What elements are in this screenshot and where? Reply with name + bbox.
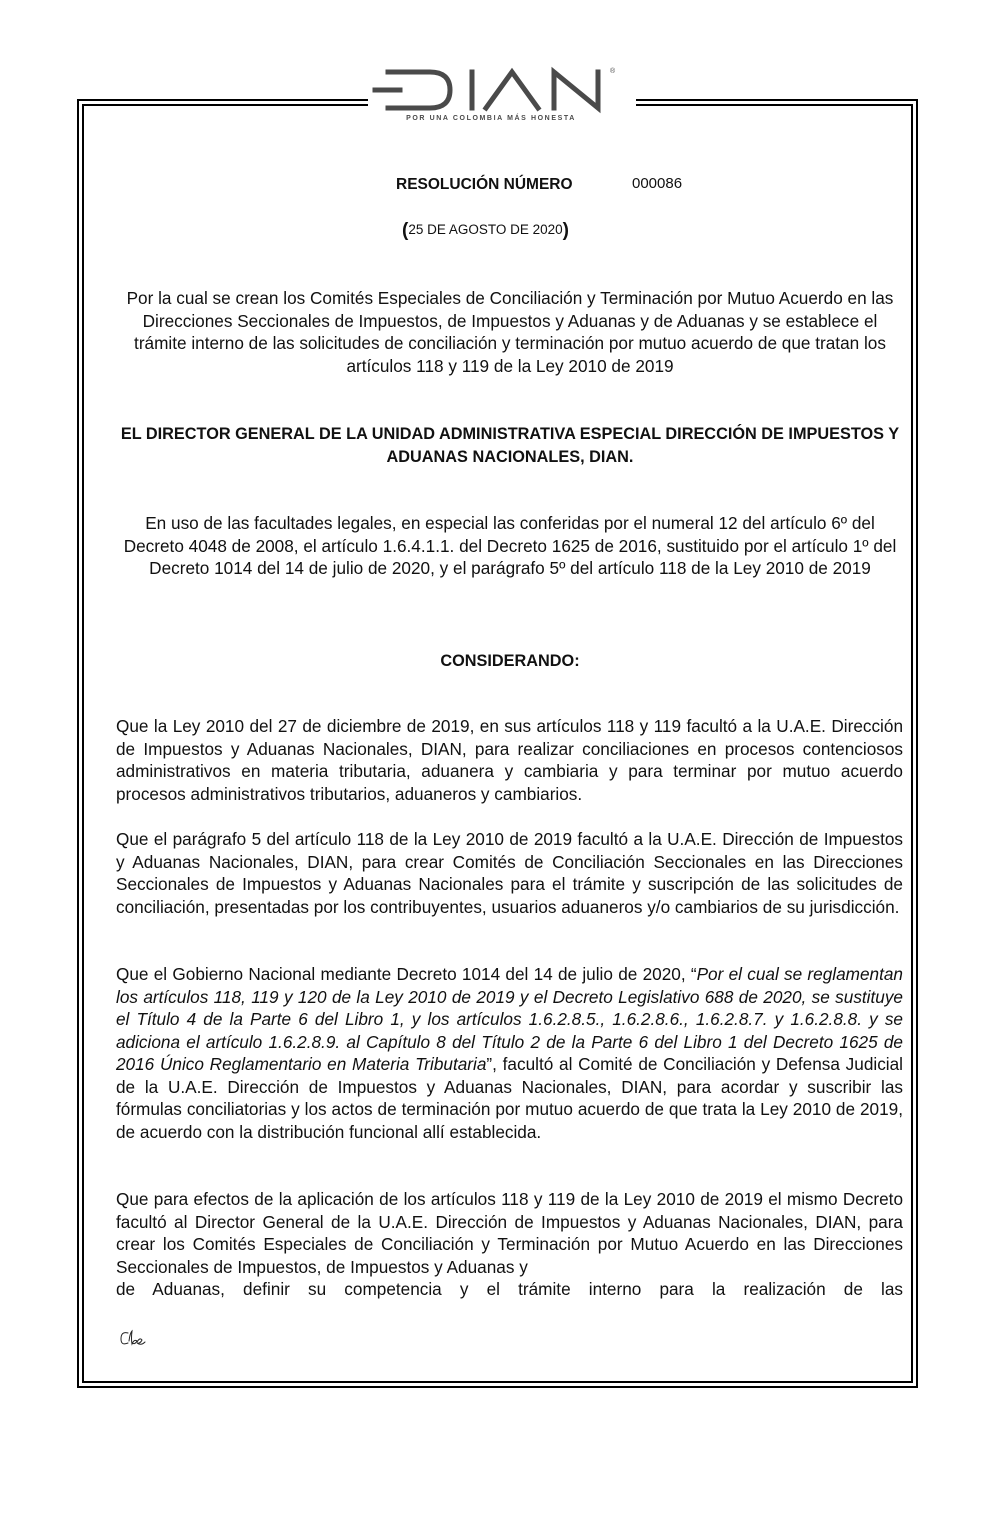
considerando-paragraph-4 <box>116 1188 903 1301</box>
considerando-paragraph-3 <box>116 963 903 1143</box>
dian-wordmark <box>372 64 612 114</box>
paragraph-4-last-line: de Aduanas, definir su competencia y el trámite interno para la realización de las <box>116 1279 903 1299</box>
considerando-paragraph-2: Que el parágrafo 5 del artículo 118 de la Ley 2010 de 2019 facultó a la U.A.E. Dirección de Impuestos y Aduanas Nacionales, DIAN, para crear Comités de Conciliación Seccionales en las Direcciones Seccionales de Impuestos y Aduanas Nacionales para el trámite y suscripción de las solicitudes de conciliación, presentadas por los contribuyentes, usuarios aduaneros y/o cambiarios de su jurisdicción. <box>116 829 903 917</box>
resolution-title: RESOLUCIÓN NÚMERO <box>396 176 573 193</box>
considerando-heading: CONSIDERANDO: <box>440 652 580 670</box>
resolution-date: 25 DE AGOSTO DE 2020 <box>408 222 563 237</box>
director-heading: EL DIRECTOR GENERAL DE LA UNIDAD ADMINISTRATIVA ESPECIAL DIRECCIÓN DE IMPUESTOS Y ADUANAS NACIONALES, DIAN. <box>120 425 900 466</box>
paragraph-4-main: Que para efectos de la aplicación de los artículos 118 y 119 de la Ley 2010 de 2019 el mismo Decreto facultó al Director General de la U.A.E. Dirección de Impuestos y Aduanas Nacionales, DIAN, para crear los Comités Especiales de Conciliación y Terminación por Mutuo Acuerdo en las Direcciones Seccionales de Impuestos, de Impuestos y Aduanas y <box>116 1189 903 1277</box>
resolution-number: 000086 <box>632 175 683 192</box>
logo-tagline: POR UNA COLOMBIA MÁS HONESTA <box>406 115 576 122</box>
resolution-date-line <box>402 220 569 242</box>
close-paren: ) <box>562 220 569 241</box>
paragraph-3-end: ”, facultó al Comité de Conciliación y Defensa Judicial de la U.A.E. Dirección de Impuestos y Aduanas Nacionales, DIAN, para acordar y suscribir las fórmulas conciliatorias y los actos de terminación por mutuo acuerdo de que trata la Ley 2010 de 2019, de acuerdo con la distribución funcional allí establecida. <box>116 1054 904 1142</box>
legal-powers-paragraph: En uso de las facultades legales, en especial las conferidas por el numeral 12 del artículo 6º del Decreto 4048 de 2008, el artículo 1.6.4.1.1. del Decreto 1625 de 2016, sustituido por el artículo 1º del Decreto 1014 del 14 de julio de 2020, y el parágrafo 5º del artículo 118 de la Ley 2010 de 2019 <box>123 513 897 578</box>
decree-title-italic: Por el cual se reglamentan los artículos 118, 119 y 120 de la Ley 2010 de 2019 y el Decreto Legislativo 688 de 2020, se sustituye el Título 4 de la Parte 6 del Libro 1, y los artículos 1.6.2.8.5., 1.6.2.8.6., 1.6.2.8.7. y 1.6.2.8.8. y se adiciona el artículo 1.6.2.8.9. al Capítulo 8 del Título 2 de la Parte 6 del Libro 1 del Decreto 1625 de 2016 Único Reglamentario en Materia Tributaria <box>116 964 903 1074</box>
open-paren: ( <box>402 220 409 241</box>
registered-mark: ® <box>610 68 616 75</box>
resolution-subject: Por la cual se crean los Comités Especiales de Conciliación y Terminación por Mutuo Acuerdo en las Direcciones Seccionales de Impuestos, de Impuestos y Aduanas y de Aduanas y se establece el trámite interno de las solicitudes de conciliación y terminación por mutuo acuerdo de que tratan los artículos 118 y 119 de la Ley 2010 de 2019 <box>126 288 894 376</box>
considerando-paragraph-1: Que la Ley 2010 del 27 de diciembre de 2019, en sus artículos 118 y 119 facultó a la U.A.E. Dirección de Impuestos y Aduanas Nacionales, DIAN, para realizar conciliaciones en procesos contenciosos administrativos en materia tributaria, aduanera y cambiaria y para terminar por mutuo acuerdo procesos administrativos tributarios, aduaneros y cambiarios. <box>116 716 903 804</box>
paragraph-3-start: Que el Gobierno Nacional mediante Decreto 1014 del 14 de julio de 2020, “ <box>116 964 697 984</box>
dian-logo <box>372 64 632 128</box>
handwritten-initials <box>118 1327 148 1349</box>
